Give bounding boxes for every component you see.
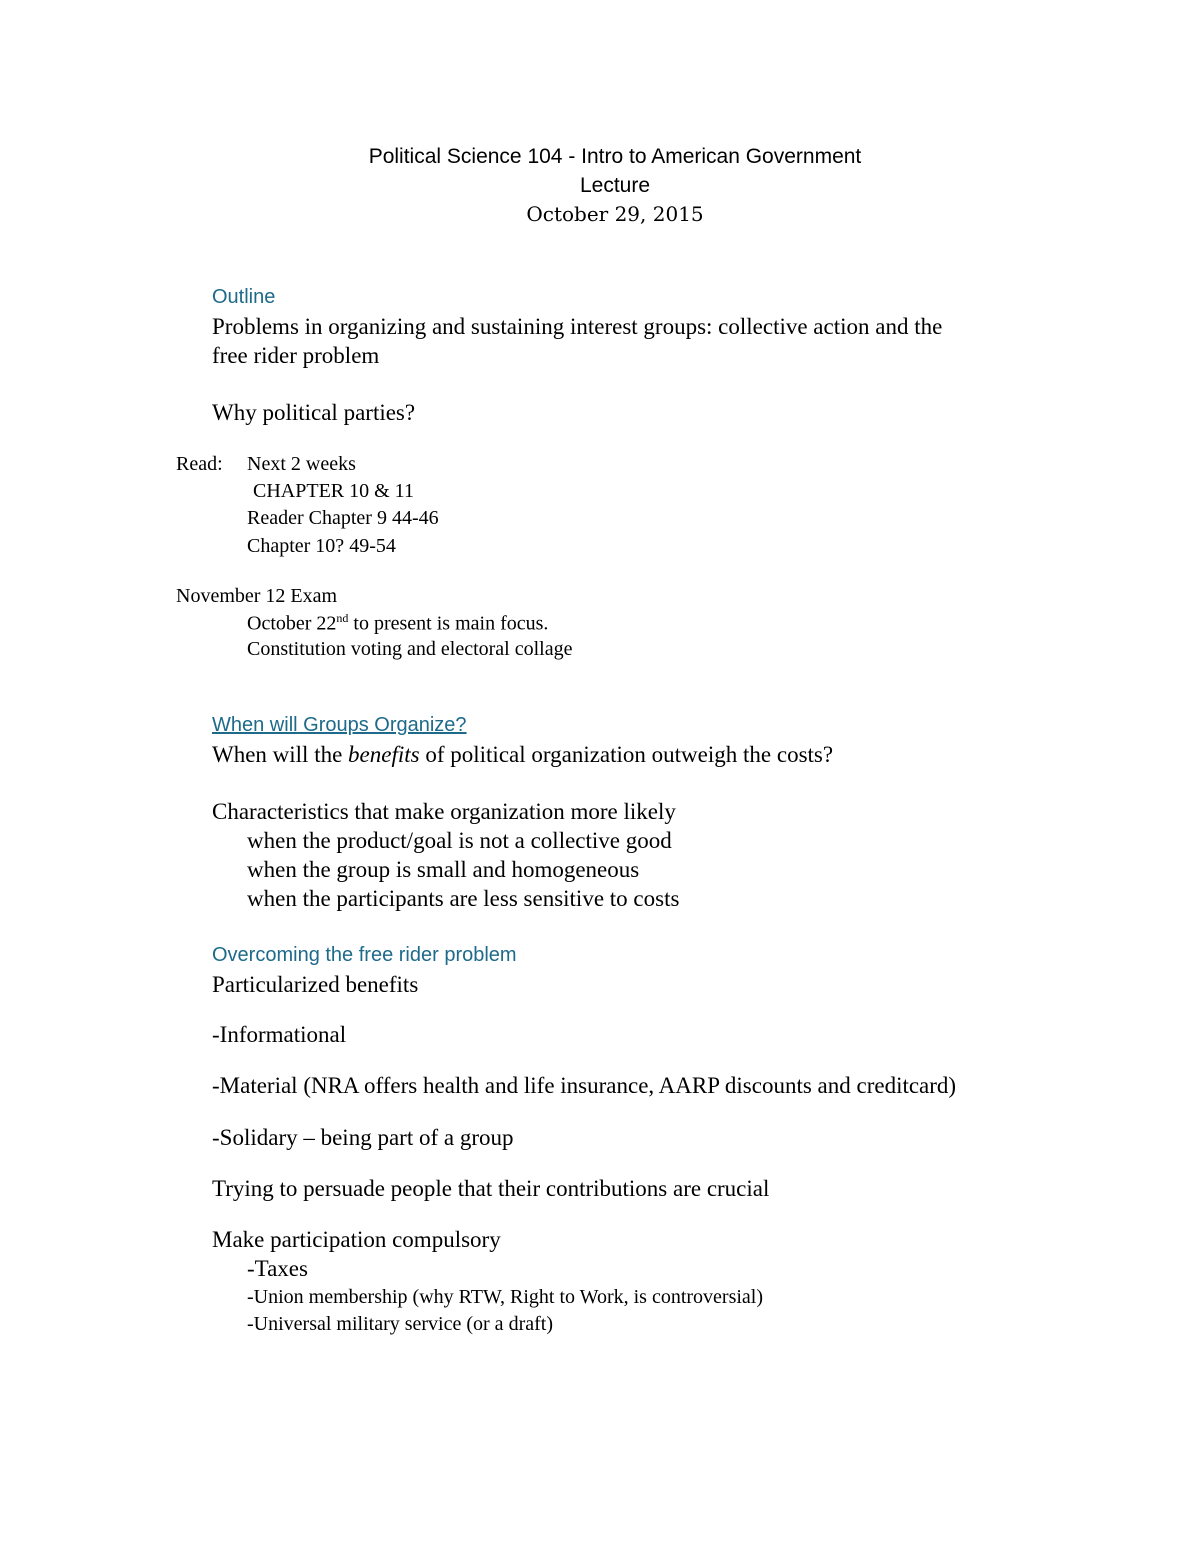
- exam-title: November 12 Exam: [176, 585, 338, 607]
- read-item: Chapter 10? 49-54: [247, 535, 396, 557]
- benefit-solidary: -Solidary – being part of a group: [212, 1125, 514, 1150]
- organize-question: When will the benefits of political organization outweigh the costs?: [212, 742, 834, 767]
- outline-heading: Outline: [212, 286, 276, 308]
- lecture-label: Lecture: [579, 174, 651, 197]
- course-title: Political Science 104 - Intro to American Government: [368, 145, 862, 168]
- persuade-text: Trying to persuade people that their contributions are crucial: [212, 1176, 770, 1201]
- exam-topics: Constitution voting and electoral collage: [247, 638, 573, 660]
- exam-focus: October 22nd to present is main focus.: [247, 611, 549, 635]
- read-item: Reader Chapter 9 44-46: [247, 507, 439, 529]
- read-item: Next 2 weeks: [247, 453, 356, 475]
- benefit-material: -Material (NRA offers health and life insurance, AARP discounts and creditcard): [212, 1073, 957, 1098]
- compulsory-military: -Universal military service (or a draft): [247, 1313, 553, 1335]
- characteristic-item: when the group is small and homogeneous: [247, 857, 640, 882]
- compulsory-title: Make participation compulsory: [212, 1227, 501, 1252]
- read-item: CHAPTER 10 & 11: [253, 480, 414, 502]
- benefit-informational: -Informational: [212, 1022, 347, 1047]
- outline-item-2: Why political parties?: [212, 400, 416, 425]
- characteristic-item: when the participants are less sensitive to costs: [247, 886, 680, 911]
- compulsory-union: -Union membership (why RTW, Right to Work, is controversial): [247, 1286, 764, 1308]
- characteristic-item: when the product/goal is not a collective good: [247, 828, 672, 853]
- read-label: Read:: [176, 453, 223, 475]
- lecture-date: October 29, 2015: [526, 202, 704, 226]
- outline-item-1-cont: free rider problem: [212, 343, 380, 368]
- characteristics-title: Characteristics that make organization more likely: [212, 799, 676, 824]
- compulsory-taxes: -Taxes: [247, 1256, 308, 1281]
- particularized-benefits: Particularized benefits: [212, 972, 419, 997]
- organize-heading-link[interactable]: When will Groups Organize?: [212, 714, 467, 736]
- free-rider-heading: Overcoming the free rider problem: [212, 944, 517, 966]
- outline-item-1: Problems in organizing and sustaining interest groups: collective action and the: [212, 314, 943, 339]
